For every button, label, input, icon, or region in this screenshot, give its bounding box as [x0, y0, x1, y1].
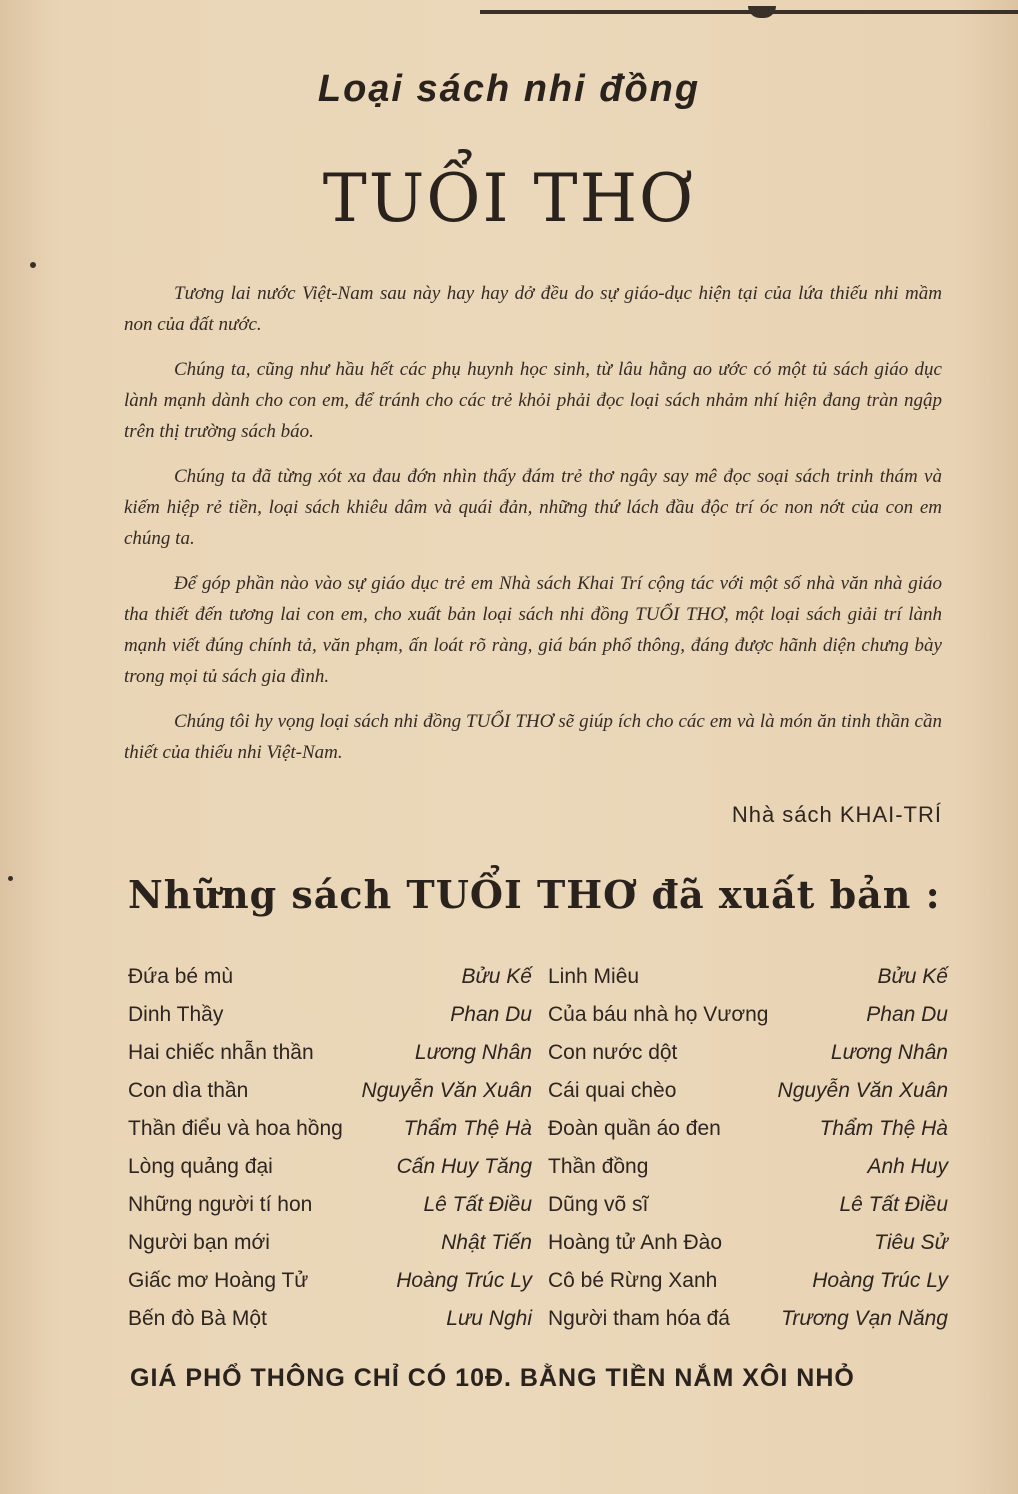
book-row	[128, 1300, 948, 1338]
book-author: Lưu Nghi	[446, 1307, 532, 1330]
book-title: Bến đò Bà Một	[128, 1307, 267, 1330]
book-author: Bửu Kế	[877, 965, 948, 988]
book-entry	[128, 1231, 548, 1255]
book-entry	[548, 1079, 948, 1103]
book-author: Nguyễn Văn Xuân	[777, 1079, 948, 1102]
book-title: Cái quai chèo	[548, 1079, 677, 1102]
price-note: GIÁ PHỔ THÔNG CHỈ CÓ 10Đ. BẰNG TIỀN NẮM XÔI NHỎ	[130, 1364, 855, 1392]
book-title: Hoàng tử Anh Đào	[548, 1231, 723, 1254]
book-title: Giấc mơ Hoàng Tử	[128, 1269, 309, 1292]
book-row	[128, 1148, 948, 1186]
book-author: Anh Huy	[867, 1155, 948, 1178]
book-title: Thần đồng	[548, 1155, 649, 1178]
series-label: Loại sách nhi đồng	[317, 68, 701, 110]
book-entry	[128, 1079, 548, 1103]
book-author: Hoàng Trúc Ly	[396, 1269, 532, 1292]
book-title: Những người tí hon	[128, 1193, 313, 1216]
book-author: Cấn Huy Tăng	[396, 1155, 532, 1178]
signature: Nhà sách KHAI-TRÍ	[731, 802, 942, 827]
book-title: Linh Miêu	[548, 965, 640, 988]
book-entry	[548, 1231, 948, 1255]
book-title: Người tham hóa đá	[548, 1307, 730, 1330]
book-title: Người bạn mới	[128, 1231, 270, 1254]
intro-paragraph: Chúng ta, cũng như hầu hết các phụ huynh học sinh, từ lâu hằng ao ước có một tủ sách giáo dục lành mạnh dành cho con em, để tránh cho các trẻ khỏi phải đọc loại sách nhảm nhí hiện đang tràn ngập trên thị trường sách báo.	[124, 359, 942, 442]
book-title: Dũng võ sĩ	[548, 1193, 649, 1216]
book-entry	[548, 1117, 948, 1141]
book-entry	[128, 1117, 548, 1141]
book-list	[128, 958, 948, 1338]
speck	[30, 262, 36, 268]
book-title: Hai chiếc nhẫn thần	[128, 1041, 314, 1064]
book-title: Dinh Thầy	[128, 1003, 224, 1026]
book-title: Con dìa thần	[128, 1079, 249, 1102]
book-row	[128, 1262, 948, 1300]
book-author: Nhật Tiến	[441, 1231, 532, 1254]
book-row	[128, 1072, 948, 1110]
book-title: Đoàn quần áo đen	[548, 1117, 721, 1140]
book-entry	[548, 965, 948, 989]
book-entry	[548, 1041, 948, 1065]
book-entry	[128, 1155, 548, 1179]
book-title: Đứa bé mù	[128, 965, 234, 988]
book-author: Tiêu Sử	[874, 1231, 948, 1254]
book-entry	[548, 1155, 948, 1179]
book-title: Thần điểu và hoa hồng	[128, 1117, 343, 1140]
book-entry	[128, 1193, 548, 1217]
book-author: Hoàng Trúc Ly	[812, 1269, 948, 1292]
book-author: Lương Nhân	[414, 1041, 532, 1064]
intro-paragraph: Chúng tôi hy vọng loại sách nhi đồng TUỔI THƠ sẽ giúp ích cho các em và là món ăn tinh thần cần thiết của thiếu nhi Việt-Nam.	[124, 711, 942, 763]
intro-text	[124, 278, 942, 782]
book-entry	[128, 965, 548, 989]
book-row	[128, 958, 948, 996]
main-title: TUỔI THƠ	[322, 160, 696, 237]
book-row	[128, 1224, 948, 1262]
book-author: Lương Nhân	[830, 1041, 948, 1064]
book-author: Nguyễn Văn Xuân	[361, 1079, 532, 1102]
book-entry	[548, 1193, 948, 1217]
book-entry	[128, 1307, 548, 1331]
book-title: Con nước dột	[548, 1041, 678, 1064]
book-entry	[548, 1307, 948, 1331]
book-author: Thẩm Thệ Hà	[819, 1117, 948, 1140]
book-list-title: Những sách TUỔI THƠ đã xuất bản :	[128, 872, 941, 917]
speck	[8, 876, 13, 881]
intro-paragraph: Chúng ta đã từng xót xa đau đớn nhìn thấy đám trẻ thơ ngây say mê đọc soại sách trinh thám và kiếm hiệp rẻ tiền, loại sách khiêu dâm và quái đản, những thứ lách đầu độc trí óc non nớt của con em chúng ta.	[124, 466, 942, 549]
book-row	[128, 996, 948, 1034]
book-title: Lòng quảng đại	[128, 1155, 273, 1178]
book-entry	[128, 1003, 548, 1027]
book-author: Bửu Kế	[461, 965, 532, 988]
book-entry	[128, 1269, 548, 1293]
book-entry	[548, 1269, 948, 1293]
book-author: Thẩm Thệ Hà	[403, 1117, 532, 1140]
book-author: Phan Du	[450, 1003, 532, 1026]
book-entry	[548, 1003, 948, 1027]
book-row	[128, 1034, 948, 1072]
book-entry	[128, 1041, 548, 1065]
book-title: Của báu nhà họ Vương	[548, 1003, 769, 1026]
book-title: Cô bé Rừng Xanh	[548, 1269, 718, 1292]
top-mark	[748, 6, 776, 18]
book-author: Phan Du	[866, 1003, 948, 1026]
book-author: Lê Tất Điều	[423, 1193, 532, 1216]
book-row	[128, 1186, 948, 1224]
book-author: Lê Tất Điều	[839, 1193, 948, 1216]
intro-paragraph: Để góp phần nào vào sự giáo dục trẻ em Nhà sách Khai Trí cộng tác với một số nhà văn nhà giáo tha thiết đến tương lai con em, cho xuất bản loại sách nhi đồng TUỔI THƠ, một loại sách giải trí lành mạnh viết đúng chính tả, văn phạm, ấn loát rõ ràng, giá bán phổ thông, đáng được hãnh diện chưng bày trong mọi tủ sách gia đình.	[124, 573, 942, 687]
book-row	[128, 1110, 948, 1148]
book-author: Trương Vạn Năng	[781, 1307, 948, 1330]
intro-paragraph: Tương lai nước Việt-Nam sau này hay hay dở đều do sự giáo-dục hiện tại của lứa thiếu nhi mầm non của đất nước.	[124, 283, 942, 335]
